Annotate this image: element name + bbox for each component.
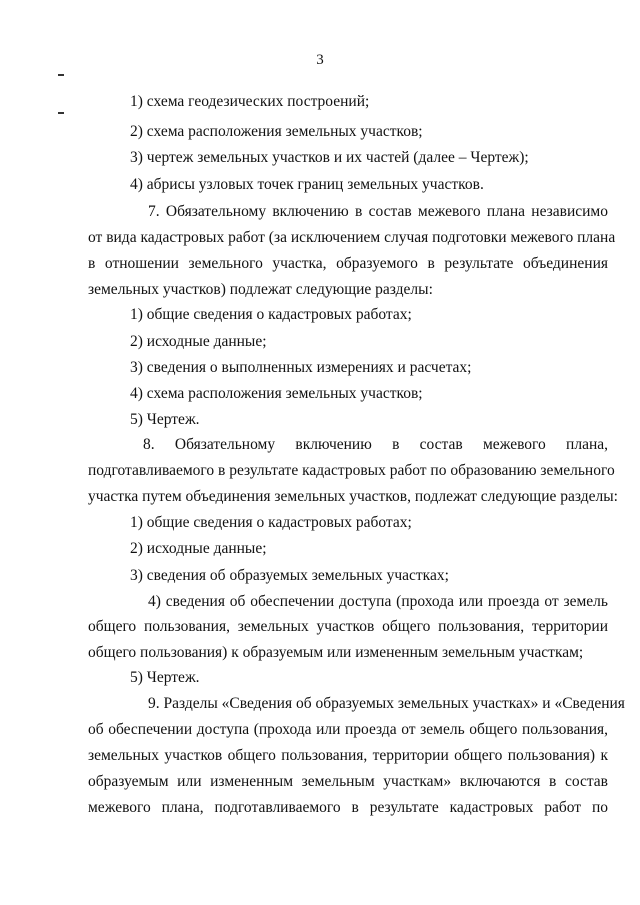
- text-line: земельных участков общего пользования, территории общего пользования) к: [88, 747, 608, 764]
- page-number: 3: [316, 52, 324, 68]
- text-line: 1) общие сведения о кадастровых работах;: [130, 514, 412, 531]
- text-line: земельных участков) подлежат следующие разделы:: [88, 281, 433, 298]
- text-line: участка путем объединения земельных участков, подлежат следующие разделы:: [88, 488, 618, 505]
- text-line: 4) абрисы узловых точек границ земельных участков.: [130, 176, 484, 193]
- text-line: об обеспечении доступа (прохода или проезда от земель общего пользования,: [88, 721, 608, 738]
- text-line: 2) исходные данные;: [130, 333, 267, 350]
- text-line: 1) общие сведения о кадастровых работах;: [130, 306, 412, 323]
- text-line: 7. Обязательному включению в состав межевого плана независимо: [148, 203, 608, 220]
- text-line: межевого плана, подготавливаемого в результате кадастровых работ по: [88, 799, 608, 816]
- text-line: 2) схема расположения земельных участков;: [130, 123, 423, 140]
- text-line: 8. Обязательному включению в состав межевого плана,: [143, 436, 608, 453]
- text-line: 1) схема геодезических построений;: [130, 93, 370, 110]
- text-line: подготавливаемого в результате кадастровых работ по образованию земельного: [88, 462, 615, 479]
- text-line: 3) сведения об образуемых земельных участках;: [130, 567, 449, 584]
- text-line: 4) сведения об обеспечении доступа (прохода или проезда от земель: [148, 593, 608, 610]
- text-line: в отношении земельного участка, образуемого в результате объединения: [88, 255, 608, 272]
- text-line: 2) исходные данные;: [130, 540, 267, 557]
- margin-mark: [58, 74, 64, 76]
- text-line: 4) схема расположения земельных участков;: [130, 385, 423, 402]
- text-line: 5) Чертеж.: [130, 411, 200, 428]
- text-line: 5) Чертеж.: [130, 669, 200, 686]
- text-line: образуемым или измененным земельным участкам» включаются в состав: [88, 773, 608, 790]
- margin-mark: [58, 112, 64, 114]
- text-line: 3) сведения о выполненных измерениях и расчетах;: [130, 359, 472, 376]
- text-line: общего пользования, земельных участков общего пользования, территории: [88, 618, 608, 635]
- text-line: от вида кадастровых работ (за исключением случая подготовки межевого плана: [88, 229, 616, 246]
- text-line: общего пользования) к образуемым или измененным земельным участкам;: [88, 644, 584, 661]
- text-line: 3) чертеж земельных участков и их частей (далее – Чертеж);: [130, 149, 529, 166]
- text-line: 9. Разделы «Сведения об образуемых земельных участках» и «Сведения: [148, 695, 625, 712]
